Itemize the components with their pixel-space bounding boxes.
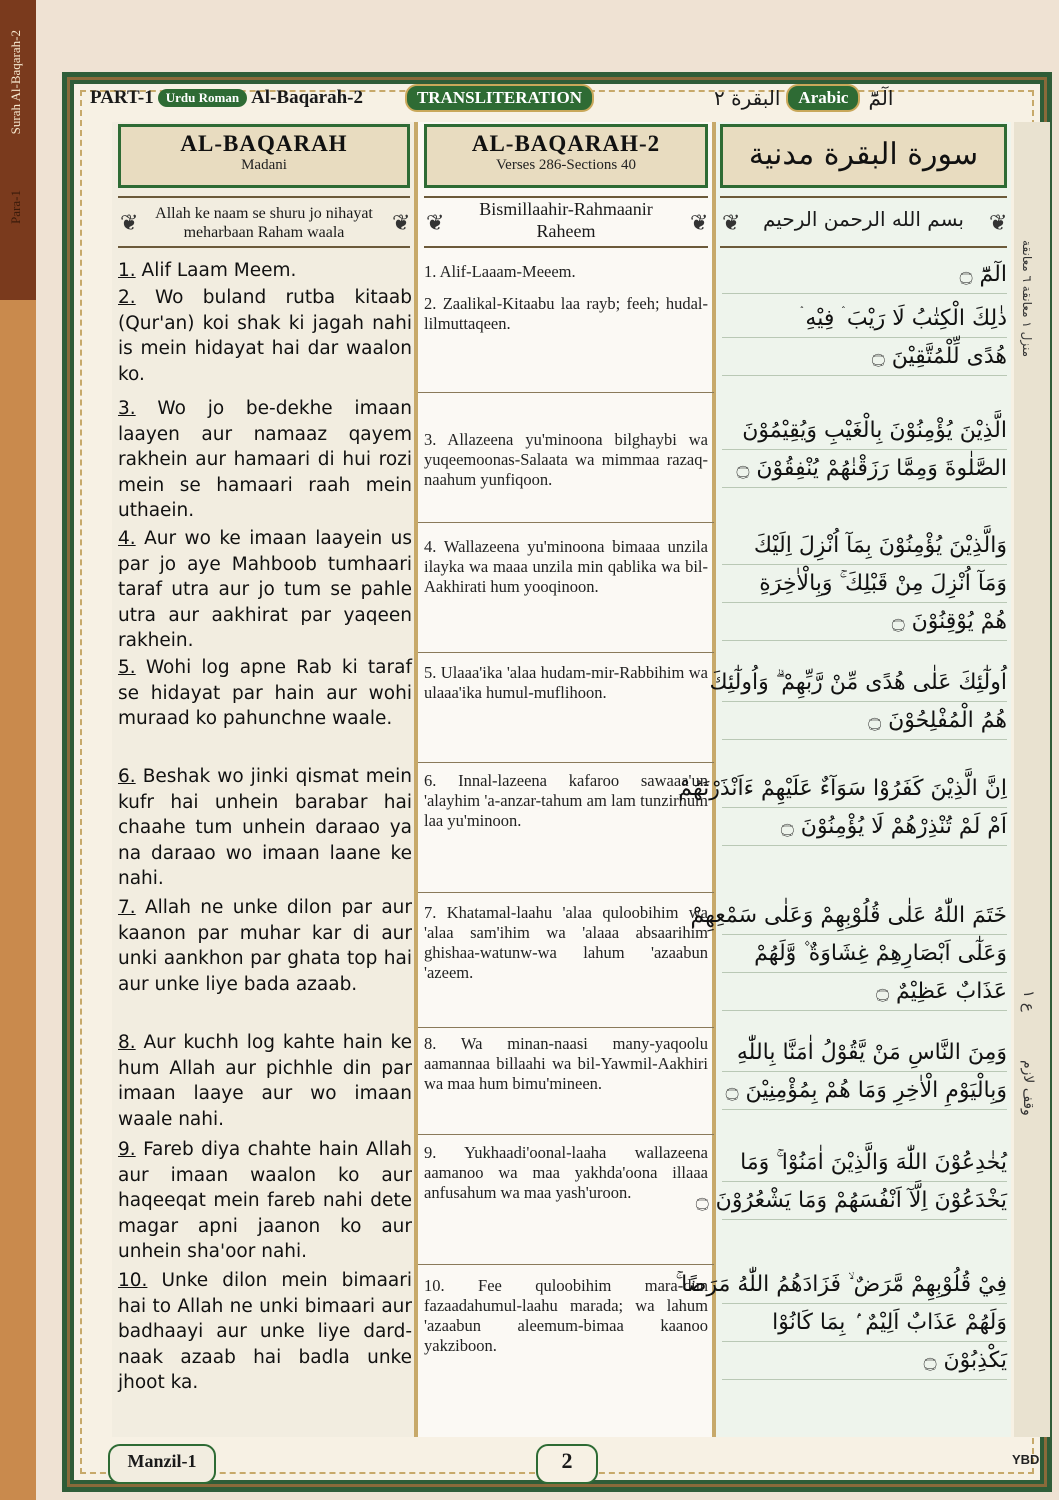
ornament-icon: ❦ (989, 210, 1008, 235)
verse-arabic-4 (722, 527, 1007, 641)
arabic-line: اُولٰٓئِكَ عَلٰى هُدًى مِّنْ رَّبِّهِمْ ۗ وَاُولٰٓئِكَ (722, 664, 1007, 702)
verse-urdu-9 (118, 1137, 412, 1265)
column-divider (414, 122, 418, 1437)
manzil-label: Manzil-1 (108, 1444, 216, 1484)
page-header (90, 80, 1045, 116)
verse-arabic-1 (722, 256, 1007, 294)
arabic-bismillah (720, 196, 1007, 248)
bismillah-arabic-text: بسم الله الرحمن الرحيم (762, 207, 964, 231)
margin-note-waqf: وقف لازم (1020, 1060, 1036, 1116)
urdu-roman-title: AL-BAQARAH (180, 131, 348, 156)
arabic-line: خَتَمَ اللّٰهُ عَلٰى قُلُوْبِهِمْ وَعَلٰى سَمْعِهِمْ (722, 897, 1007, 935)
page-number: 2 (536, 1444, 598, 1484)
ornament-icon: ❦ (426, 210, 445, 235)
verse-urdu-text: Allah ne unke dilon par aur kaanon par muhar kar di aur unki aankhon par ghata top hai aur unke liye bada azaab. (118, 897, 412, 995)
ornament-icon: ❦ (120, 210, 139, 235)
verse-arabic-7 (690, 897, 1007, 1011)
verse-number: 8. (118, 1032, 136, 1053)
arabic-line: يُخٰدِعُوْنَ اللّٰهَ وَالَّذِيْنَ اٰمَنُوْا ۚ وَمَا (722, 1144, 1007, 1182)
arabic-title-box (720, 124, 1007, 188)
verse-number: 1. (118, 260, 136, 281)
margin-note-top: منزل ١ معانقة ٦ معانقة (1020, 240, 1034, 357)
arabic-line: وَلَهُمْ عَذَابٌ اَلِيْمٌ ۢ بِمَا كَانُوْا (722, 1304, 1007, 1342)
arabic-line: وَمَآ اُنْزِلَ مِنْ قَبْلِكَ ۚ وَبِالْاٰخِرَةِ (722, 565, 1007, 603)
arabic-line: الٓمّٓ ۝ (722, 256, 1007, 294)
part-label: PART-1 (90, 87, 154, 108)
urdu-roman-badge: Urdu Roman (158, 89, 247, 107)
verse-number: 10. (118, 1270, 148, 1291)
alif-lam-meem: الٓمّٓ (868, 86, 894, 110)
row-divider (418, 392, 714, 393)
arabic-line: الَّذِيْنَ يُؤْمِنُوْنَ بِالْغَيْبِ وَيُقِيْمُوْنَ (722, 412, 1007, 450)
verse-translit-2: 2. Zaalikal-Kitaabu laa rayb; feeh; hudal-lilmuttaqeen. (424, 294, 708, 333)
verse-translit-10: 10. Fee quloobihim mara-dun fazaadahumul-laahu marada; wa lahum 'azaabun aleemum-bimaa kaanoo yakziboon. (424, 1276, 708, 1355)
row-divider (418, 1027, 714, 1028)
arabic-line: الصَّلٰوةَ وَمِمَّا رَزَقْنٰهُمْ يُنْفِقُوْنَ ۝ (722, 450, 1007, 488)
arabic-line: وَعَلٰٓى اَبْصَارِهِمْ غِشَاوَةٌ ۫ وَّلَهُمْ (722, 935, 1007, 973)
publisher-mark: YBD (1012, 1452, 1040, 1467)
arabic-line: وَمِنَ النَّاسِ مَنْ يَّقُوْلُ اٰمَنَّا بِاللّٰهِ (722, 1034, 1007, 1072)
verse-arabic-5 (709, 664, 1007, 740)
verse-translit-9: 9. Yukhaadi'oonal-laaha wallazeena aamanoo wa maa yakhda'oona illaaa anfusahum wa maa yash'uroon. (424, 1143, 708, 1202)
book-spine (0, 0, 36, 1500)
arabic-line: يَخْدَعُوْنَ اِلَّآ اَنْفُسَهُمْ وَمَا يَشْعُرُوْنَ ۝ (722, 1182, 1007, 1220)
translit-title: AL-BAQARAH-2 (471, 131, 661, 156)
translit-subtitle: Verses 286-Sections 40 (496, 157, 636, 173)
arabic-line: وَالَّذِيْنَ يُؤْمِنُوْنَ بِمَآ اُنْزِلَ اِلَيْكَ (722, 527, 1007, 565)
verse-number: 3. (118, 398, 136, 419)
arabic-line: عَذَابٌ عَظِيْمٌ ۝ (722, 973, 1007, 1011)
ornament-icon: ❦ (690, 210, 709, 235)
translit-title-box (424, 124, 708, 188)
verse-urdu-7 (118, 895, 412, 997)
verse-urdu-5 (118, 655, 412, 732)
verse-number: 2. (118, 287, 136, 308)
verse-arabic-10 (675, 1266, 1007, 1380)
arabic-line: ذٰلِكَ الْكِتٰبُ لَا رَيْبَ ۛ فِيْهِ ۛ (722, 300, 1007, 338)
verse-urdu-text: Alif Laam Meem. (141, 260, 297, 281)
row-divider (418, 1264, 714, 1265)
verse-urdu-10 (118, 1268, 412, 1396)
verse-translit-6: 6. Innal-lazeena kafaroo sawaaa'un 'alayhim 'a-anzar-tahum am lam tunzirhum laa yu'minoon. (424, 771, 708, 830)
verse-urdu-6 (118, 764, 412, 892)
verse-arabic-6 (678, 770, 1007, 846)
arabic-title: سورة البقرة مدنية (748, 137, 979, 172)
arabic-line: هُمْ يُوْقِنُوْنَ ۝ (722, 603, 1007, 641)
verse-urdu-text: Fareb diya chahte hain Allah aur imaan waalon ko aur haqeeqat mein fareb nahi dete magar apni jaanon ko aur unhein sha'oor nahi. (118, 1139, 413, 1262)
arabic-line: يَكْذِبُوْنَ ۝ (722, 1342, 1007, 1380)
verse-urdu-text: Aur wo ke imaan laayein us par jo aye Mahboob tumhaari taraf utra aur jo tum se pahle utra aur aakhirat par yaqeen rakhein. (118, 528, 412, 651)
row-divider (418, 762, 714, 763)
verse-translit-3: 3. Allazeena yu'minoona bilghaybi wa yuqeemoonas-Salaata wa mimmaa razaq-naahum yunfiqoon. (424, 430, 708, 489)
surah-arabic: البقرة ٢ (713, 86, 781, 110)
row-divider (418, 892, 714, 893)
arabic-line: اَمْ لَمْ تُنْذِرْهُمْ لَا يُؤْمِنُوْنَ ۝ (722, 808, 1007, 846)
verse-urdu-text: Unke dilon mein bimaari hai to Allah ne unki bimaari aur badhaayi aur unke liye dard-naak azaab hai badla unke jhoot ka. (118, 1270, 412, 1393)
verse-translit-4: 4. Wallazeena yu'minoona bimaaa unzila ilayka wa maaa unzila min qablika wa bil-Aakhirati hum yooqinoon. (424, 537, 708, 596)
verse-number: 6. (118, 766, 136, 787)
spine-surah-label: Surah Al-Baqarah-2 (8, 30, 23, 135)
verse-translit-8: 8. Wa minan-naasi many-yaqoolu aamannaa billaahi wa bil-Yawmil-Aakhiri wa maa hum bimu'mineen. (424, 1034, 708, 1093)
arabic-line: هُمُ الْمُفْلِحُوْنَ ۝ (722, 702, 1007, 740)
urdu-roman-bismillah (118, 196, 410, 248)
bismillah-urdu-text: Allah ke naam se shuru jo nihayat meharbaan Raham waala (155, 205, 373, 241)
spine-para-label: Para-1 (8, 190, 23, 224)
verse-arabic-3 (722, 412, 1007, 488)
arabic-badge: Arabic (786, 84, 860, 112)
verse-urdu-2 (118, 285, 412, 387)
arabic-line: هُدًى لِّلْمُتَّقِيْنَ ۝ (722, 338, 1007, 376)
row-divider (418, 1134, 714, 1135)
verse-number: 9. (118, 1139, 136, 1160)
verse-urdu-4 (118, 526, 412, 654)
verse-urdu-text: Wohi log apne Rab ki taraf se hidayat par hain aur wohi muraad ko pahunchne waale. (118, 657, 412, 729)
verse-arabic-9 (695, 1144, 1007, 1220)
row-divider (418, 652, 714, 653)
margin-note-ruku: ع ١ (1020, 990, 1038, 1012)
verse-number: 4. (118, 528, 136, 549)
ornament-icon: ❦ (722, 210, 741, 235)
arabic-line: فِيْ قُلُوْبِهِمْ مَّرَضٌ ۙ فَزَادَهُمُ اللّٰهُ مَرَضًا ۚ (722, 1266, 1007, 1304)
verse-arabic-2 (722, 300, 1007, 376)
arabic-line: وَبِالْيَوْمِ الْاٰخِرِ وَمَا هُمْ بِمُؤْمِنِيْنَ ۝ (722, 1072, 1007, 1110)
ornament-icon: ❦ (392, 210, 411, 235)
verse-urdu-1 (118, 258, 412, 284)
verse-urdu-text: Beshak wo jinki qismat mein kufr hai unhein barabar hai chaahe tum unhein daraao ya na daraao wo imaan laane ke nahi. (118, 766, 412, 889)
arabic-line: اِنَّ الَّذِيْنَ كَفَرُوْا سَوَآءٌ عَلَيْهِمْ ءَاَنْذَرْتَهُمْ (722, 770, 1007, 808)
transliteration-badge: TRANSLITERATION (405, 84, 594, 112)
verse-urdu-text: Wo buland rutba kitaab (Qur'an) koi shak ki jagah nahi is mein hidayat hai dar waalon ko. (118, 287, 412, 385)
verse-urdu-text: Wo jo be-dekhe imaan laayen aur namaaz qayem rakhein aur hamaari di hui rozi mein se hamaari raah mein uthaein. (118, 398, 412, 521)
urdu-roman-title-box (118, 124, 410, 188)
verse-translit-7: 7. Khatamal-laahu 'alaa quloobihim wa 'alaa sam'ihim wa 'alaaa absaarihim ghishaa-watunw-wa lahum 'azaabun 'azeem. (424, 903, 708, 982)
row-divider (418, 522, 714, 523)
verse-number: 7. (118, 897, 136, 918)
verse-arabic-8 (722, 1034, 1007, 1110)
translit-bismillah (424, 196, 708, 248)
verse-urdu-3 (118, 396, 412, 524)
urdu-roman-subtitle: Madani (241, 157, 287, 173)
surah-title: Al-Baqarah-2 (251, 87, 363, 108)
verse-translit-1: 1. Alif-Laaam-Meeem. (424, 262, 576, 281)
verse-translit-5: 5. Ulaaa'ika 'alaa hudam-mir-Rabbihim wa ulaaa'ika humul-muflihoon. (424, 663, 708, 702)
verse-number: 5. (118, 657, 136, 678)
verse-urdu-8 (118, 1030, 412, 1132)
verse-urdu-text: Aur kuchh log kahte hain ke hum Allah aur pichhle din par imaan laaye aur wo imaan waale nahi. (118, 1032, 412, 1130)
bismillah-translit-text: Bismillaahir-Rahmaanir Raheem (479, 199, 653, 241)
